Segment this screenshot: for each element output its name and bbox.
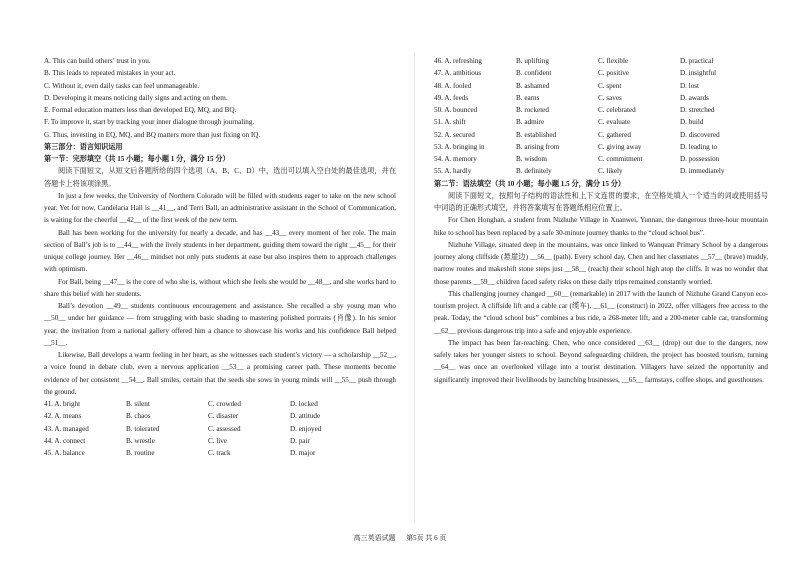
option-51-a: 51. A. shift	[434, 118, 466, 127]
option-row-50	[434, 104, 768, 116]
option-49-d: D. awards	[680, 93, 709, 102]
option-54-b: B. wisdom	[516, 155, 547, 163]
option-43-d: D. enjoyed	[290, 424, 322, 433]
sentence-option-b: B. This leads to repeated mistakes in your act.	[44, 69, 176, 78]
option-row-51	[434, 116, 768, 128]
option-46-a: 46. A. refreshing	[434, 57, 482, 65]
sentence-option-d: D. Developing it means noticing daily signs and acting on them.	[44, 93, 228, 102]
right-column	[434, 55, 768, 386]
option-47-c: C. positive	[598, 69, 629, 78]
option-45-c: C. track	[208, 449, 231, 457]
cloze-paragraph-5: Likewise, Ball develops a warm feeling in her heart, as she witnesses each student’s victory — a scholarship __52__, a voice found in debate club, even a nervous application __53__ a promising career path. These moments become evidence of her consistent __54__. Ball smiles, certain that the seeds she sows in young minds will __55__ push through the ground.	[44, 351, 396, 396]
option-50-b: B. rocketed	[516, 106, 549, 114]
option-53-a: 53. A. bringing in	[434, 142, 485, 151]
option-54-a: 54. A. memory	[434, 155, 477, 163]
option-53-b: B. arising from	[516, 142, 560, 151]
option-49-b: B. earns	[516, 93, 540, 102]
option-42-c: C. disaster	[208, 412, 239, 421]
left-column	[44, 55, 396, 459]
option-row-42	[44, 410, 396, 422]
sentence-option-c: C. Without it, even daily tasks can feel unmanageable.	[44, 81, 200, 90]
option-50-c: C. celebrated	[598, 106, 636, 114]
option-55-d: D. immediately	[680, 167, 725, 176]
option-44-c: C. live	[208, 436, 228, 445]
option-44-a: 44. A. connect	[44, 436, 86, 445]
option-50-d: D. stretched	[680, 106, 715, 114]
section1-instruction: 阅读下面短文，从短文后各题所给的四个选项（A、B、C、D）中，选出可以填入空白处的最佳选项，并在答题卡上将该项涂黑。	[44, 167, 396, 188]
option-row-55	[434, 165, 768, 177]
grammar-paragraph-3: This challenging journey changed __60__ (remarkable) in 2017 with the launch of Nizhuhe Grand Canyon eco-tourism project. A cliffside lift and a cable car (缆车), __61__ (construct) in 2022, offer villagers free access to the peak. Today, the “cloud school bus” combines a bus ride, a 268-meter lift, and a 200-meter cable car, transforming __62__ previous dangerous trip into a safe and enjoyable experience.	[434, 289, 768, 335]
option-51-c: C. evaluate	[598, 118, 631, 127]
option-55-c: C. likely	[598, 167, 623, 176]
option-43-b: B. tolerated	[126, 424, 160, 433]
grammar-paragraph-1: For Chen Honghan, a student from Nizhuhe Village in Xuanwei, Yunnan, the dangerous three-hour mountain hike to school has been replaced by a safe 30-minute journey thanks to the “cloud school bus”.	[434, 216, 768, 237]
cloze-paragraph-3: For Ball, being __47__ is the core of who she is, without which she feels she would be __48__, and she works hard to share this belief with her students.	[44, 277, 396, 298]
option-row-45	[44, 447, 396, 459]
option-43-c: C. assessed	[208, 424, 241, 433]
option-55-a: 55. A. hardly	[434, 167, 472, 176]
option-row-41	[44, 398, 396, 410]
option-44-b: B. wrestle	[126, 436, 155, 445]
option-49-a: 49. A. feeds	[434, 93, 469, 102]
section2-heading: 第二节：语法填空（共 10 小题；每小题 1.5 分，满分 15 分）	[434, 179, 626, 188]
option-55-b: B. definitely	[516, 167, 552, 176]
option-42-d: D. attitude	[290, 412, 321, 421]
option-47-a: 47. A. ambitious	[434, 69, 482, 78]
option-53-d: D. leading to	[680, 142, 718, 151]
option-row-43	[44, 423, 396, 435]
option-43-a: 43. A. managed	[44, 424, 89, 433]
option-52-a: 52. A. secured	[434, 130, 475, 139]
option-row-49	[434, 92, 768, 104]
option-49-c: C. saves	[598, 93, 622, 102]
option-45-b: B. routine	[126, 449, 155, 457]
cloze-paragraph-1: In just a few weeks, the University of Northern Colorado will be filled with students eager to take on the new school year. Yet for now, Candelaria Hall is __41__, and Terri Ball, an administrative assistant in the School of Communication, is waiting for the cheerful __42__ of the first week of the new term.	[44, 191, 396, 225]
section1-heading: 第一节：完形填空（共 15 小题；每小题 1 分，满分 15 分）	[44, 155, 230, 163]
option-51-b: B. admire	[516, 118, 545, 127]
option-row-46	[434, 55, 768, 67]
option-row-47	[434, 67, 768, 79]
option-54-d: D. possession	[680, 155, 720, 163]
option-48-b: B. ashamed	[516, 81, 550, 90]
sentence-option-f: F. To improve it, start by tracking your inner dialogue through journaling.	[44, 118, 255, 127]
option-41-c: C. crowded	[208, 400, 241, 408]
option-48-d: D. lost	[680, 81, 700, 90]
option-47-d: D. insightful	[680, 69, 717, 78]
option-51-d: D. build	[680, 118, 704, 127]
cloze-paragraph-2: Ball has been working for the university for nearly a decade, and has __43__ every moment of her role. The main section of Ball’s job is to __44__ with the lively students in her department, guiding them toward the right __45__ for their unique college journey. Her __46__ mindset not only puts students at ease but also inspires them to approach challenges with optimism.	[44, 228, 396, 274]
option-row-48	[434, 80, 768, 92]
option-52-c: C. gathered	[598, 130, 631, 139]
option-48-a: 48. A. fooled	[434, 81, 472, 90]
grammar-paragraph-4: The impact has been far-reaching. Chen, who once considered __63__ (drop) out due to the dangers, now safely takes her younger sisters to school. Beyond safeguarding children, the project has boosted tourism, turning __64__ was once an overlooked village into a tourist destination. Villagers have seized the opportunity and significantly improved their livelihoods by launching businesses, __65__ farmstays, coffee shops, and guesthouses.	[434, 338, 768, 384]
option-row-53	[434, 141, 768, 153]
option-47-b: B. confident	[516, 69, 552, 78]
cloze-paragraph-4: Ball’s devotion __49__ students continuous encouragement and assistance. She recalled a shy young man who __50__ under her guidance — from struggling with basic shading to mastering polished portraits (肖像). In his senior year, the invitation from a national gallery offered him a chance to showcase his works and his confidence Ball helped __51__.	[44, 302, 396, 347]
section2-instruction: 阅读下面短文，按照句子结构的语法性和上下文连贯的要求，在空格处填入一个适当的词或使用括号中词语的正确形式填空，并将答案填写在答题纸相应位置上。	[434, 191, 768, 212]
part3-heading: 第三部分：语言知识运用	[44, 142, 123, 151]
option-46-b: B. uplifting	[516, 57, 549, 65]
sentence-option-e: E. Formal education matters less than developed EQ, MQ, and BQ.	[44, 106, 237, 114]
grammar-paragraph-2: Nizhuhe Village, situated deep in the mountains, was once linked to Wanquan Primary School by a dangerous journey along cliffside (悬崖边) __56__ (path). Every school day, Chen and her classmates __57__ (brave) muddy, narrow routes and makeshift stone steps just __58__ (reach) their school high atop the cliffs. It was no wonder that those parents __59__ children faced safety risks on these daily trips remained constantly worried.	[434, 240, 768, 286]
option-53-c: C. giving away	[598, 142, 642, 151]
page-footer	[0, 533, 800, 543]
option-41-a: 41. A. bright	[44, 400, 81, 408]
option-45-d: D. major	[290, 449, 316, 457]
column-divider	[414, 52, 415, 522]
option-50-a: 50. A. bounced	[434, 106, 478, 114]
option-48-c: C. spent	[598, 81, 622, 90]
footer-page-number: 第5页 共 6 页	[406, 534, 447, 542]
option-row-54	[434, 153, 768, 165]
option-42-b: B. chaos	[126, 412, 151, 421]
sentence-option-g: G. Thus, investing in EQ, MQ, and BQ matters more than just fixing on IQ.	[44, 130, 261, 139]
option-46-d: D. practical	[680, 57, 714, 65]
option-54-c: C. commitment	[598, 155, 643, 163]
option-52-d: D. discovered	[680, 130, 720, 139]
footer-subject: 高三英语试题	[353, 534, 396, 542]
option-41-d: D. locked	[290, 400, 318, 408]
option-42-a: 42. A. means	[44, 412, 82, 421]
option-row-52	[434, 129, 768, 141]
option-44-d: D. pair	[290, 436, 310, 445]
sentence-option-a: A. This can build others’ trust in you.	[44, 57, 151, 65]
option-46-c: C. flexible	[598, 57, 629, 65]
option-52-b: B. established	[516, 130, 557, 139]
option-41-b: B. silent	[126, 400, 150, 408]
option-45-a: 45. A. balance	[44, 449, 85, 457]
option-row-44	[44, 435, 396, 447]
